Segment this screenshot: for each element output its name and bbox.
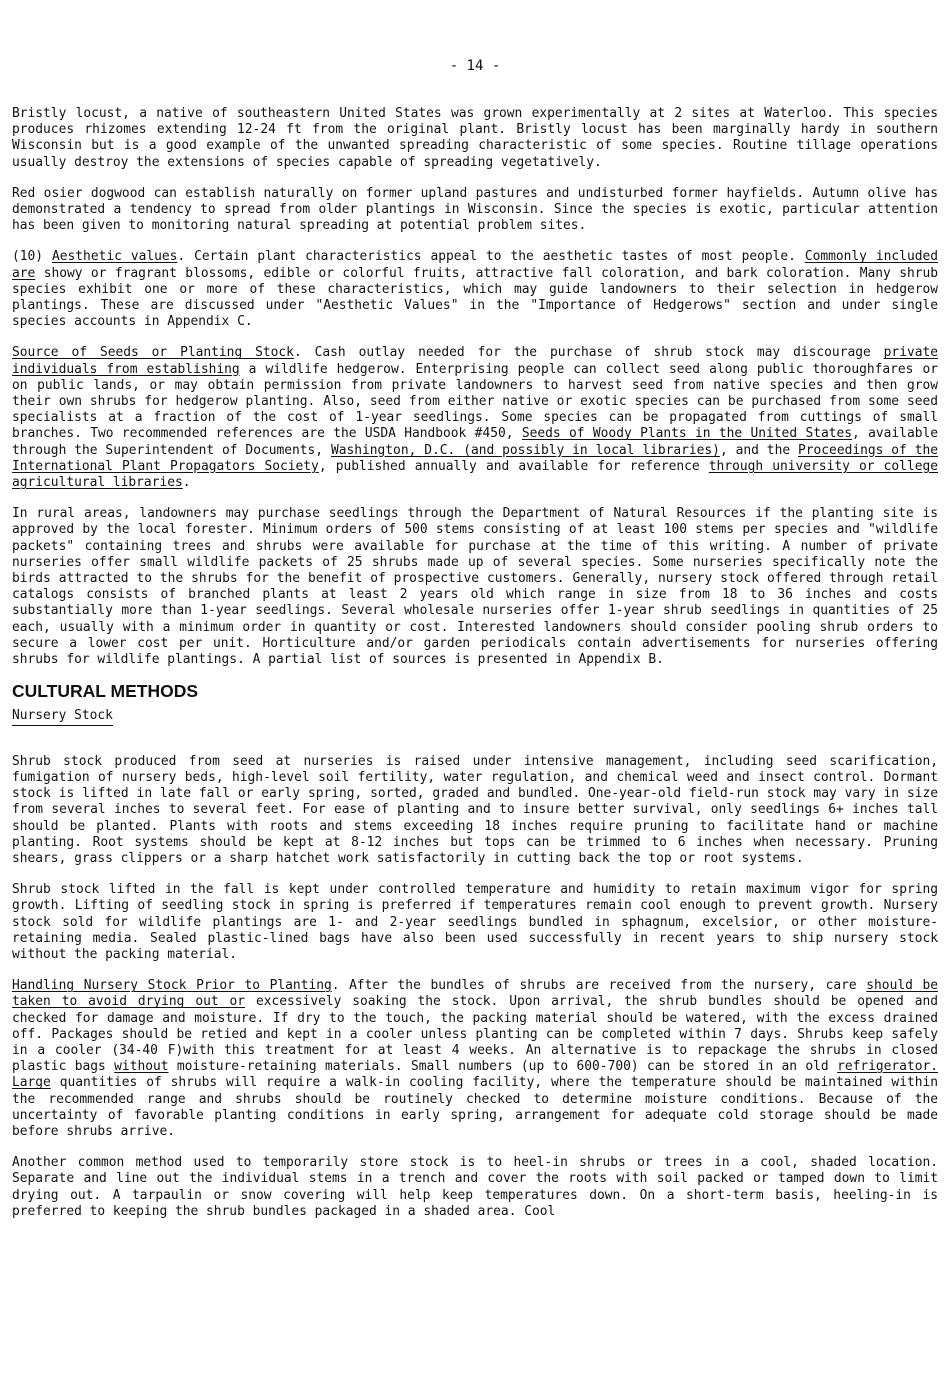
paragraph-source-of-seeds	[12, 345, 938, 491]
paragraph-bristly-locust: Bristly locust, a native of southeastern United States was grown experimentally at 2 sites at Waterloo. This species produces rhizomes extending 12-24 ft from the original plant. Bristly locust has been marginally hardy in southern Wisconsin but is a good example of the unwanted spreading characteristic of some species. Routine tillage operations usually destroy the extensions of species capable of spreading vegetatively.	[12, 106, 938, 170]
paragraph-rural-areas: In rural areas, landowners may purchase seedlings through the Department of Natural Resources if the planting site is approved by the local forester. Minimum orders of 500 stems consisting of at least 100 stems per species and "wildlife packets" containing trees and shrubs were available for purchase at the time of this writing. A number of private nurseries offer small wildlife packets of 25 shrubs made up of several species. Some nurseries specifically note the birds attracted to the shrubs for the benefit of prospective customers. Generally, nursery stock offered through retail catalogs consists of branched plants at least 2 years old which range in size from 18 to 36 inches and costs substantially more than 1-year seedlings. Several wholesale nurseries offer 1-year shrub seedlings in quantities of 25 each, usually with a minimum order in quantity or cost. Interested landowners should consider pooling shrub orders to secure a lower cost per unit. Horticulture and/or garden periodicals contain advertisements for nurseries offering shrubs for wildlife plantings. A partial list of sources is presented in Appendix B.	[12, 506, 938, 668]
item-number: (10)	[12, 249, 53, 265]
document-body	[12, 106, 938, 1235]
subheading-wrapper	[12, 708, 938, 740]
text-span: , available through the Superintendent of Documents,	[12, 426, 938, 458]
section-heading-cultural-methods: CULTURAL METHODS	[12, 681, 199, 702]
reference-title-proceedings: Proceedings of the International Plant Propagators Society	[12, 442, 939, 474]
reference-title-seeds-of-woody-plants: Seeds of Woody Plants in the United States	[521, 426, 853, 442]
underlined-span: refrigerator. Large	[12, 1059, 938, 1091]
text-span: a wildlife hedgerow. Enterprising people can collect seed along public thoroughfares or on public lands, or may obtain permission from private landowners to harvest seed from native species and then grow their own shrubs for hedgerow planting. Also, seed from either native or exotic species can be purchased from some seed specialists at a fraction of the cost of 1-year seedlings. Some species can be propagated from cuttings of small branches. Two recommended references are the USDA Handbook #450,	[12, 361, 938, 442]
text-span: . Cash outlay needed for the purchase of shrub stock may discourage	[293, 345, 884, 361]
underlined-span: Commonly included are	[12, 249, 938, 281]
source-of-seeds-title: Source of Seeds or Planting Stock	[12, 345, 294, 361]
paragraph-handling-nursery-stock	[12, 978, 938, 1140]
text-span: excessively soaking the stock. Upon arrival, the shrub bundles should be opened and checked for damage and moisture. If dry to the touch, the packing material should be watered, with the excess drained off. Packages should be retied and kept in a cooler unless planting can be completed within 7 days. Shrubs keep safely in a cooler (34-40 F)with this treatment for at least 4 weeks. An alternative is to repackage the shrubs in closed plastic bags	[12, 994, 938, 1075]
handling-nursery-stock-title: Handling Nursery Stock Prior to Planting	[12, 978, 332, 994]
text-span: . After the bundles of shrubs are received from the nursery, care	[331, 978, 867, 994]
text-span: moisture-retaining materials. Small numbers (up to 600-700) can be stored in an old	[168, 1059, 838, 1075]
page-number: - 14 -	[449, 58, 501, 74]
underlined-span: private individuals from establishing	[12, 345, 938, 377]
text-span: .	[182, 475, 191, 491]
paragraph-aesthetic-values	[12, 249, 938, 330]
text-span: , and the	[719, 442, 799, 458]
text-span: . Certain plant characteristics appeal to the aesthetic tastes of most people.	[177, 249, 805, 265]
paragraph-shrub-stock-produced: Shrub stock produced from seed at nurseries is raised under intensive management, including seed scarification, fumigation of nursery beds, high-level soil fertility, water regulation, and chemical weed and insect control. Dormant stock is lifted in late fall or early spring, sorted, graded and bundled. One-year-old field-run stock may vary in size from several inches to several feet. For ease of planting and to insure better survival, only seedlings 6+ inches tall should be planted. Plants with roots and stems exceeding 18 inches require pruning to facilitate hand or machine planting. Root systems should be kept at 8-12 inches but tops can be trimmed to 6 inches when necessary. Pruning shears, grass clippers or a sharp hatchet work satisfactorily in cutting back the top or root systems.	[12, 753, 938, 866]
underlined-span: through university or college agricultural libraries	[12, 458, 938, 491]
text-span: quantities of shrubs will require a walk-in cooling facility, where the temperature should be maintained within the recommended range and shrubs should be routinely checked to determine moisture conditions. Because of the uncertainty of favorable planting conditions in early spring, arrangement for adequate cold storage should be made before shrubs arrive.	[12, 1075, 938, 1139]
subheading-nursery-stock: Nursery Stock	[12, 708, 113, 726]
underlined-span: should be taken to avoid drying out or	[12, 978, 938, 1010]
paragraph-red-osier-dogwood: Red osier dogwood can establish naturally on former upland pastures and undisturbed former hayfields. Autumn olive has demonstrated a tendency to spread from older plantings in Wisconsin. Since the species is exotic, particular attention has been given to monitoring natural spreading at potential problem sites.	[12, 185, 938, 234]
paragraph-heel-in: Another common method used to temporarily store stock is to heel-in shrubs or trees in a cool, shaded location. Separate and line out the individual stems in a trench and cover the roots with soil packed or tamped down to limit drying out. A tarpaulin or snow covering will help keep temperatures down. On a short-term basis, heeling-in is preferred to keeping the shrub bundles packaged in a shaded area. Cool	[12, 1155, 938, 1219]
underlined-span: without	[114, 1059, 169, 1075]
text-span: , published annually and available for reference	[318, 458, 709, 474]
underlined-span: Washington, D.C. (and possibly in local libraries)	[330, 442, 720, 458]
text-span: showy or fragrant blossoms, edible or colorful fruits, attractive fall coloration, and bark coloration. Many shrub species exhibit one or more of these characteristics, which may guide landowners to their selection in hedgerow plantings. These are discussed under "Aesthetic Values" in the "Importance of Hedgerows" section and under single species accounts in Appendix C.	[12, 265, 938, 330]
paragraph-shrub-stock-lifted: Shrub stock lifted in the fall is kept under controlled temperature and humidity to retain maximum vigor for spring growth. Lifting of seedling stock in spring is preferred if temperatures remain cool enough to prevent growth. Nursery stock sold for wildlife plantings are 1- and 2-year seedlings bundled in sphagnum, excelsior, or other moisture-retaining media. Sealed plastic-lined bags have also been used successfully in recent years to ship nursery stock without the packing material.	[12, 882, 938, 962]
aesthetic-values-title: Aesthetic values	[52, 249, 178, 265]
